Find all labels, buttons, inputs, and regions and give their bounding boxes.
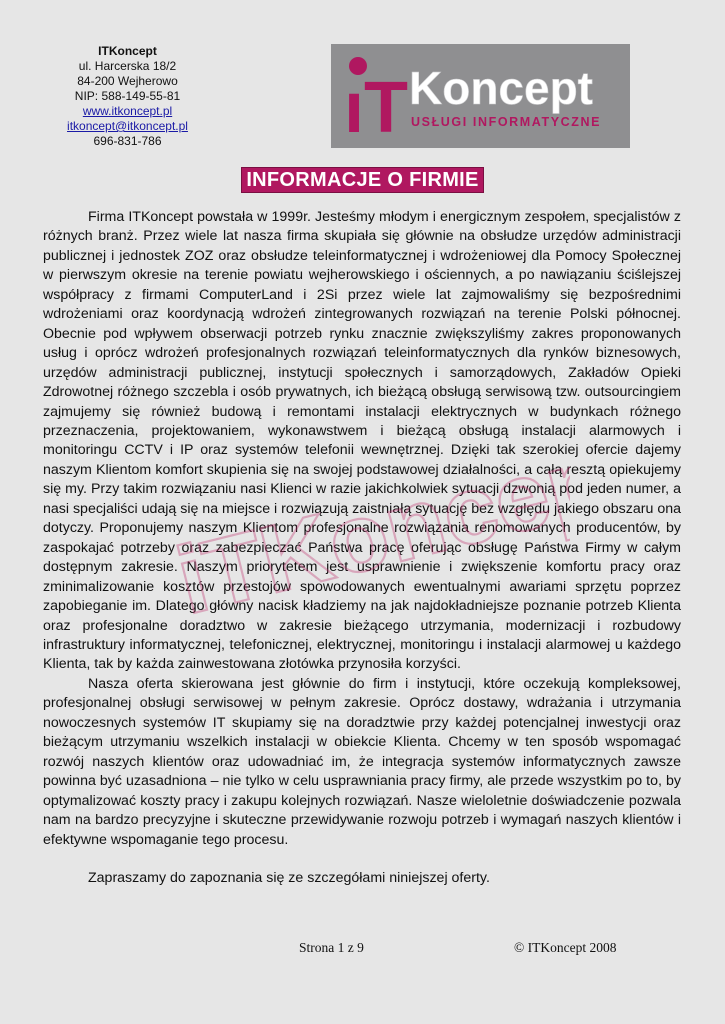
section-title: INFORMACJE O FIRMIE [242, 168, 482, 192]
svg-text:iTKoncept: iTKoncept [166, 420, 570, 620]
company-phone: 696-831-786 [93, 134, 162, 148]
document-body [43, 208, 681, 888]
company-logo [331, 44, 630, 148]
copyright-notice: © ITKoncept 2008 [514, 940, 617, 955]
paragraph-offer: Nasza oferta skierowana jest głównie do firm i instytucji, które oczekują kompleksowej, profesjonalnej obsługi serwisowej w pełnym zakresie. Oprócz dostawy, wdrażania i utrzymania nowoczesnych systemów IT skupiamy się na doradztwie przy każdej potencjalnej inwestycji oraz bieżącym utrzymaniu wszelkich instalacji w obiekcie Klienta. Chcemy w ten sposób wspomagać rozwój naszych klientów oraz udowadniać im, że integracja systemów informatycznych zawsze powinna być uzasadniona – nie tylko w celu usprawniania pracy firmy, ale przede wszystkim po to, by optymalizować koszty pracy i zakupu kolejnych rozwiązań. Nasze wieloletnie doświadczenie pozwala nam na bardzo precyzyjne i skuteczne przewidywanie rozwoju potrzeb i wymagań naszych klientów i efektywne wspomaganie tego procesu. [43, 675, 681, 848]
email-link[interactable]: itkoncept@itkoncept.pl [67, 119, 188, 133]
company-city: 84-200 Wejherowo [77, 74, 178, 88]
company-nip: NIP: 588-149-55-81 [74, 89, 181, 103]
company-street: ul. Harcerska 18/2 [78, 59, 177, 73]
logo-it-text: ıT [344, 68, 408, 148]
website-link[interactable]: www.itkoncept.pl [82, 104, 173, 118]
logo-tagline-text: USŁUGI INFORMATYCZNE [411, 115, 602, 129]
company-name: ITKoncept [98, 44, 157, 58]
company-contact-block [40, 44, 215, 149]
logo-koncept-text: Koncept [409, 62, 593, 114]
page-number: Strona 1 z 9 [299, 940, 364, 955]
closing-sentence: Zapraszamy do zapoznania się ze szczegółami niniejszej oferty. [88, 869, 490, 886]
paragraph-company-history: Firma ITKoncept powstała w 1999r. Jesteśmy młodym i energicznym zespołem, specjalistów z różnych branż. Przez wiele lat nasza firma skupiała się głównie na obsłudze urzędów administracji publicznej i jednostek ZOZ oraz obsłudze teleinformatycznej i wdrożeniowej dla Pomocy Społecznej w pierwszym okresie na terenie powiatu wejherowskiego i ościennych, a po nawiązaniu ściślejszej współpracy z firmami ComputerLand i 2Si przez wiele lat zajmowaliśmy się bezpośrednimi wdrożeniami oraz koordynacją wdrożeń zintegrowanych rozwiązań na terenie Polski północnej. Obecnie pod wpływem obserwacji potrzeb rynku znacznie zwiększyliśmy zakres proponowanych usług i oprócz wdrożeń profesjonalnych rozwiązań teleinformatycznych dla rynków biznesowych, urzędów administracji publicznej, instytucji społecznych i samorządowych, Zakładów Opieki Zdrowotnej różnego szczebla i osób prywatnych, ich bieżącą obsługą serwisową tzw. outsourcingiem zajmujemy się również budową i remontami instalacji elektrycznych w budynkach różnego przeznaczenia, projektowaniem, wykonawstwem i bieżącą obsługą instalacji alarmowych i monitoringu CCTV i IP oraz systemów telefonii wewnętrznej. Dzięki tak szerokiej ofercie dajemy naszym Klientom komfort skupienia się na swojej podstawowej działalności, a całą resztą opiekujemy się my. Przy takim rozwiązaniu nasi Klienci w razie jakichkolwiek sytuacji dzwonią pod jeden numer, a nasi specjaliści udają się na miejsce i rozwiązują zaistniałą sytuację bez względu jakiego obszaru ona dotyczy. Proponujemy naszym Klientom profesjonalne rozwiązania renomowanych producentów, by zaspokajać potrzeby oraz zabezpieczać Państwa pracę oferując obsługę Państwa Firmy w całym dostępnym zakresie. Naszym priorytetem jest usprawnienie i zwiększenie komfortu pracy oraz zminimalizowanie kosztów przestojów spowodowanych ewentualnymi awariami sprzętu poprzez zapobieganie im. Dlatego główny nacisk kładziemy na jak najdokładniejsze poznanie potrzeb Klienta oraz profesjonalne doradztwo w zakresie bieżącego utrzymania, modernizacji i rozbudowy infrastruktury informatycznej, telefonicznej, elektrycznej, monitoringu i instalacji alarmowej u każdego Klienta, tak by każda zainwestowana złotówka przynosiła korzyści. [43, 209, 681, 673]
